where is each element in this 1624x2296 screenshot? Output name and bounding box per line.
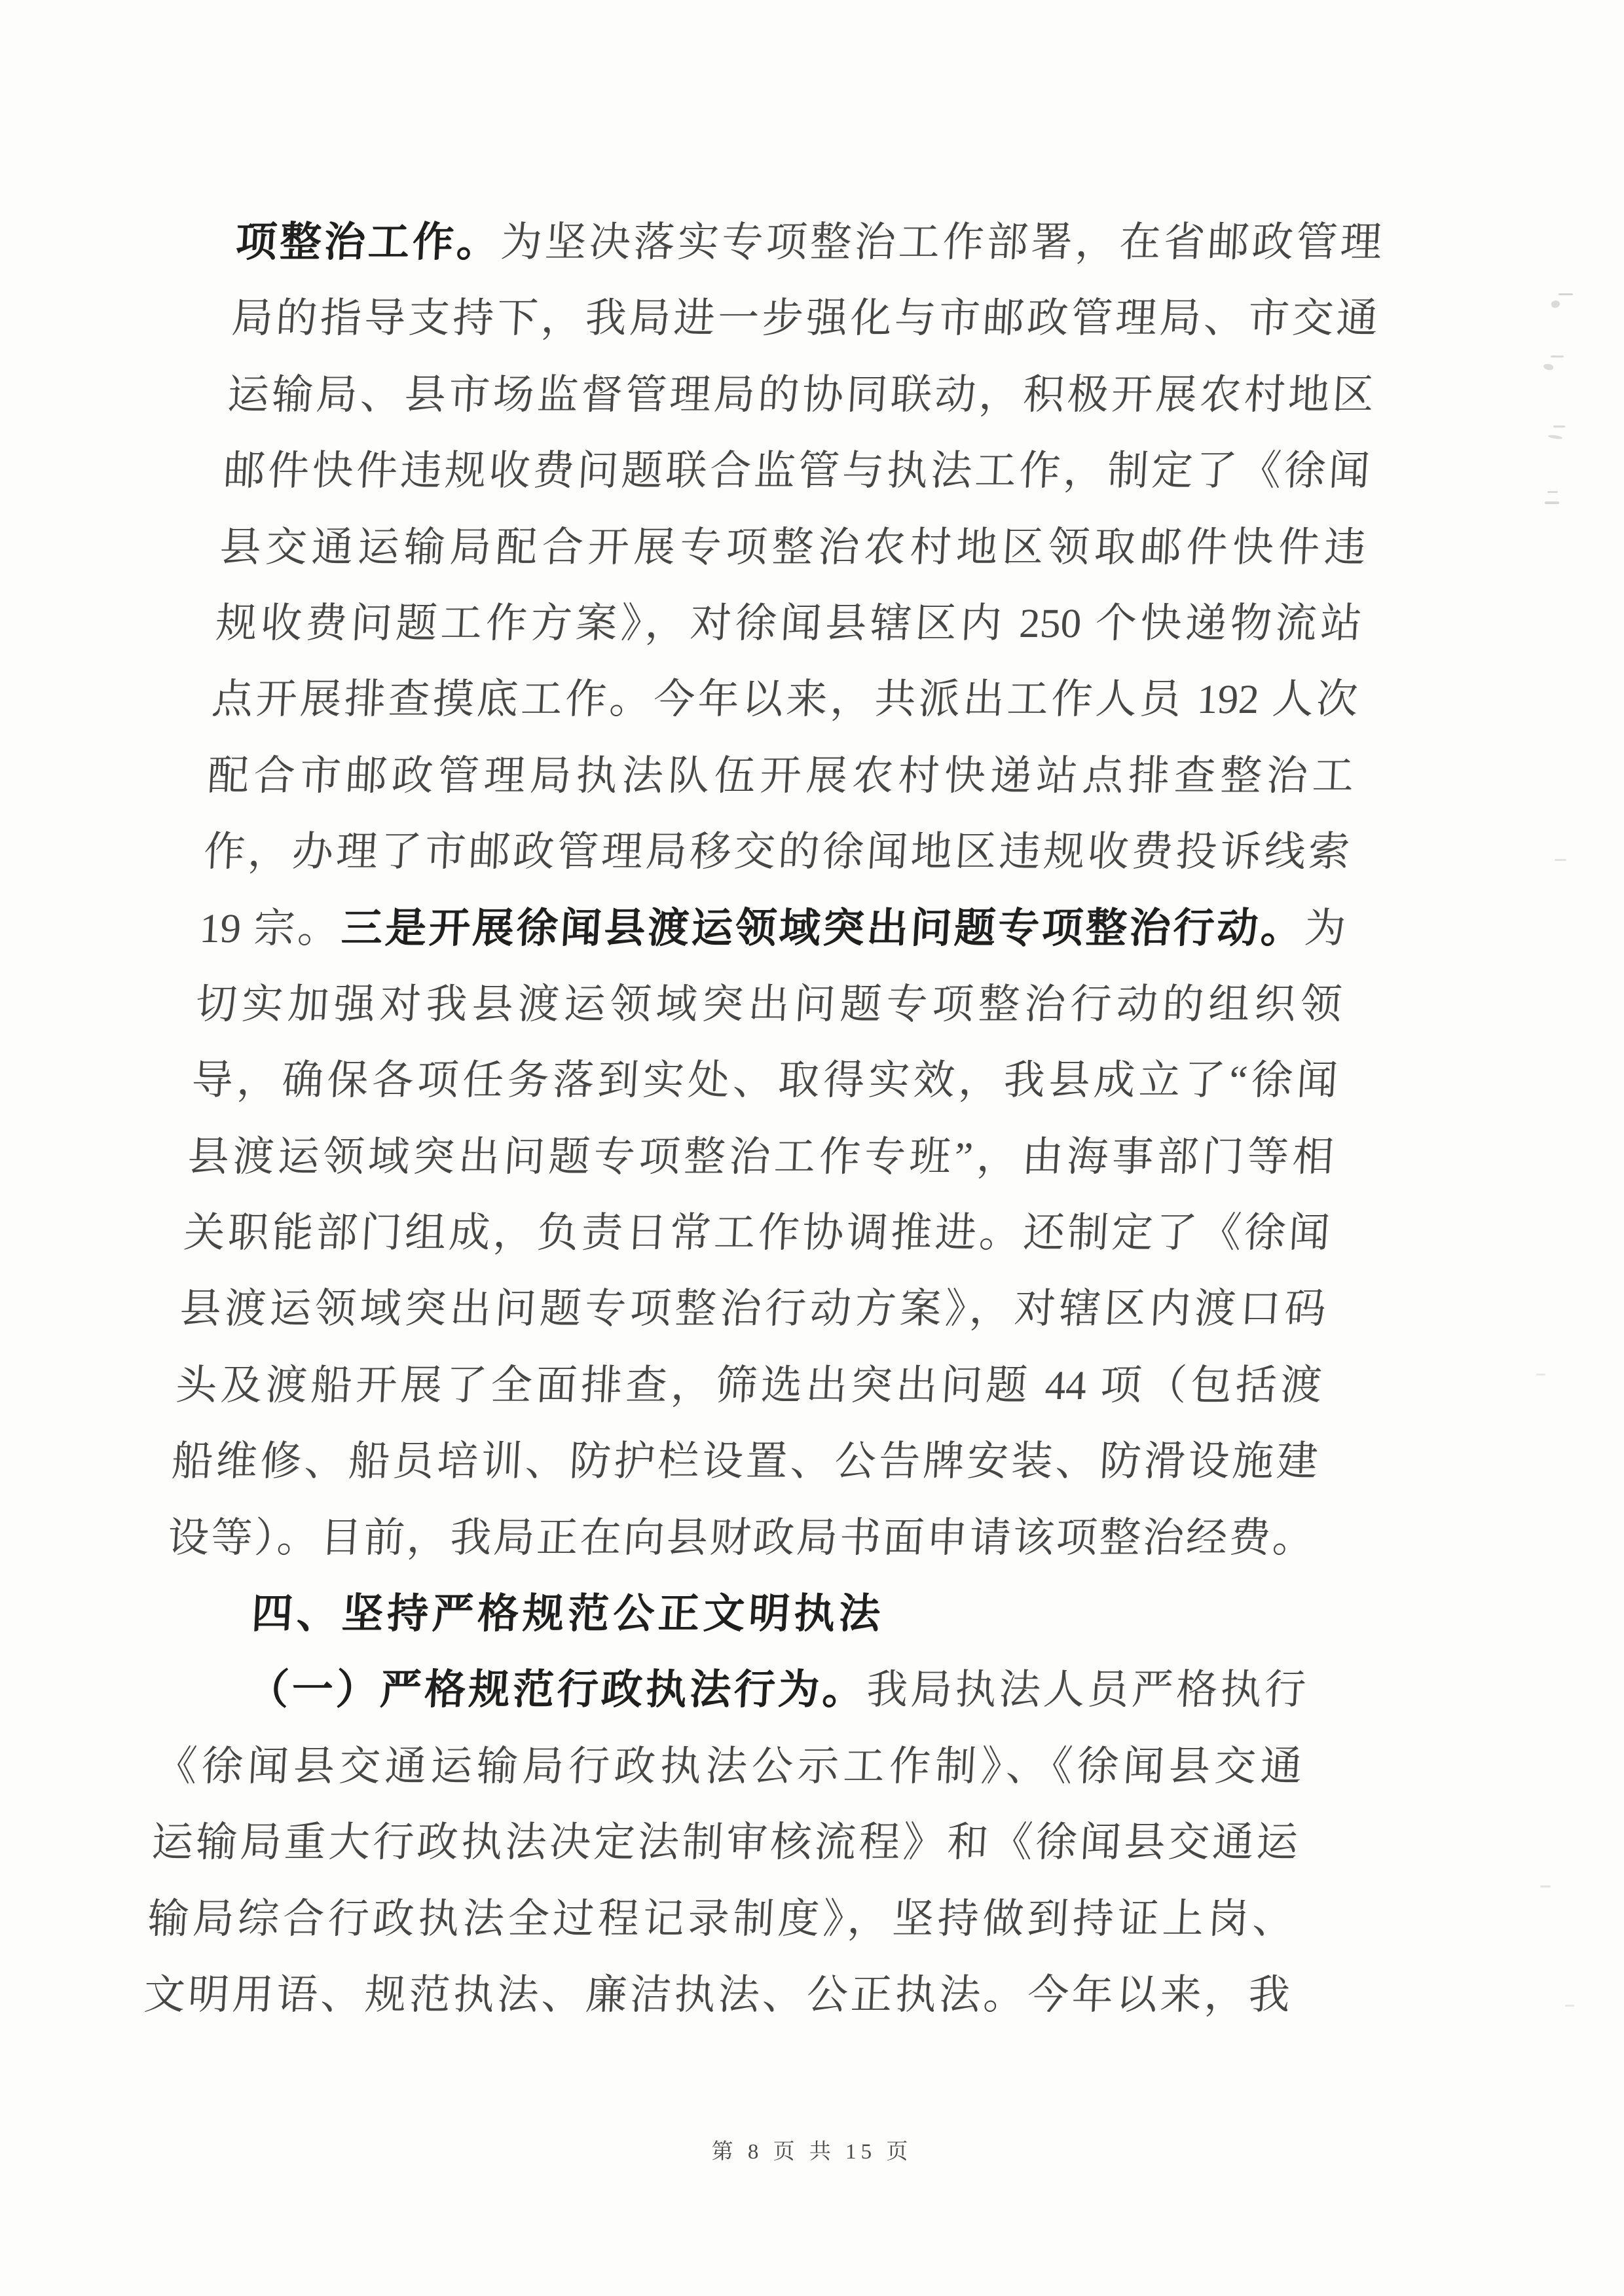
bold-text-segment: 三是开展徐闻县渡运领域突出问题专项整治行动。 (340, 905, 1306, 951)
text-segment: 邮件快件违规收费问题联合监管与执法工作，制定了《徐闻 (222, 448, 1371, 494)
text-segment: 导，确保各项任务落到实处、取得实效，我县成立了“徐闻 (191, 1057, 1339, 1104)
text-segment: 船维修、船员培训、防护栏设置、公告牌安装、防滑设施建 (170, 1438, 1320, 1485)
text-line (206, 738, 1356, 814)
text-segment: 我局执法人员严格执行 (865, 1667, 1307, 1713)
text-segment: 点开展排查摸底工作。今年以来，共派出工作人员 192 人次 (210, 676, 1359, 723)
scan-artifact (1547, 491, 1558, 493)
scan-artifact (1551, 355, 1564, 357)
text-segment: 县渡运领域突出问题专项整治工作专班”，由海事部门等相 (186, 1133, 1335, 1180)
text-segment: 作，办理了市邮政管理局移交的徐闻地区违规收费投诉线索 (202, 829, 1351, 875)
text-line (198, 890, 1348, 966)
scan-artifact (1565, 2005, 1574, 2007)
text-segment: 规收费问题工作方案》，对徐闻县辖区内 250 个快递物流站 (214, 600, 1363, 646)
text-line (178, 1271, 1328, 1347)
text-line (226, 357, 1376, 433)
text-segment: 切实加强对我县渡运领域突出问题专项整治行动的组织领 (194, 981, 1343, 1027)
text-line (150, 1804, 1300, 1880)
text-line (222, 433, 1372, 509)
page-number-footer: 第 8 页 共 15 页 (711, 2140, 913, 2164)
scan-artifact (1553, 426, 1565, 428)
text-line (182, 1195, 1332, 1271)
text-line (194, 966, 1344, 1042)
bold-text-segment: 四、坚持严格规范公正文明执法 (250, 1591, 885, 1637)
text-line (234, 204, 1384, 280)
text-line (142, 1957, 1292, 2033)
scan-artifact (1555, 859, 1566, 861)
text-segment: 配合市邮政管理局执法队伍开展农村快递站点排查整治工 (206, 752, 1356, 799)
text-line (202, 814, 1352, 890)
text-segment: 为 (1303, 905, 1347, 951)
text-segment: 运输局重大行政执法决定法制审核流程》和《徐闻县交通运 (151, 1819, 1299, 1866)
text-segment: 《徐闻县交通运输局行政执法公示工作制》、《徐闻县交通 (155, 1743, 1303, 1789)
text-line (174, 1347, 1323, 1423)
scan-artifact (1540, 1886, 1551, 1887)
section-heading (162, 1576, 1312, 1652)
scan-artifact (1543, 363, 1554, 371)
scan-artifact (1551, 299, 1561, 309)
text-line (146, 1881, 1296, 1957)
text-line (230, 280, 1380, 356)
text-segment: 关职能部门组成，负责日常工作协调推进。还制定了《徐闻 (182, 1210, 1331, 1256)
text-segment: 设等）。目前，我局正在向县财政局书面申请该项整治经费。 (166, 1514, 1316, 1561)
text-line (190, 1042, 1340, 1118)
text-segment: 县渡运领域突出问题专项整治行动方案》，对辖区内渡口码 (178, 1286, 1327, 1332)
text-line (158, 1652, 1308, 1728)
text-line (218, 509, 1368, 585)
text-line (213, 585, 1363, 661)
text-line (166, 1500, 1316, 1576)
scan-artifact (1548, 434, 1562, 439)
scan-artifact (1536, 1374, 1545, 1376)
text-line (154, 1728, 1304, 1804)
text-segment: 局的指导支持下，我局进一步强化与市邮政管理局、市交通 (231, 295, 1379, 342)
bold-text-segment: （一）严格规范行政执法行为。 (246, 1667, 868, 1713)
scan-artifact (1559, 293, 1573, 295)
text-segment: 头及渡船开展了全面排查，筛选出突出问题 44 项（包括渡 (174, 1362, 1323, 1408)
text-block (142, 204, 1384, 2033)
text-segment: 为坚决落实专项整治工作部署，在省邮政管理 (500, 219, 1383, 265)
text-line (186, 1119, 1336, 1195)
text-segment: 县交通运输局配合开展专项整治农村地区领取邮件快件违 (218, 524, 1367, 570)
text-line (210, 661, 1359, 737)
text-segment: 文明用语、规范执法、廉洁执法、公正执法。今年以来，我 (142, 1971, 1291, 2018)
text-segment: 输局综合行政执法全过程记录制度》，坚持做到持证上岗、 (146, 1895, 1295, 1942)
text-segment: 运输局、县市场监督管理局的协同联动，积极开展农村地区 (226, 371, 1375, 418)
bold-text-segment: 项整治工作。 (234, 219, 502, 265)
scan-artifact (1545, 501, 1559, 504)
text-segment: 19 宗。 (198, 905, 343, 951)
text-line (170, 1423, 1320, 1499)
